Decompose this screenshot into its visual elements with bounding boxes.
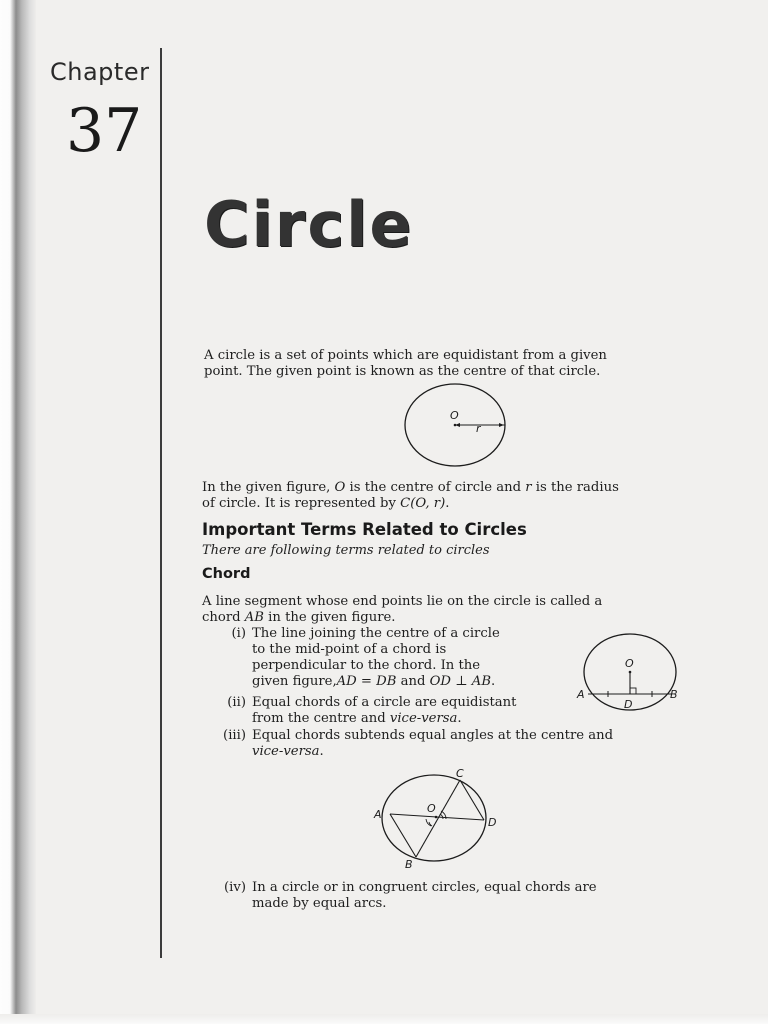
page-bottom-edge (0, 1014, 768, 1024)
chord-item-i (216, 626, 500, 690)
figure3-label-o: O (427, 802, 436, 815)
figure2-label-a: A (577, 688, 585, 701)
figure3-angle-cod-inner (440, 814, 443, 819)
figure3-label-b: B (405, 858, 413, 871)
section-subheading: There are following terms related to circles (202, 543, 490, 558)
figure-equal-chords (368, 766, 508, 870)
chapter-label: Chapter (50, 58, 150, 86)
figure-note-line-2: of circle. It is represented by C(O, r). (202, 496, 450, 511)
item-iii-line-2: vice-versa. (252, 744, 324, 759)
item-number: (ii) (227, 695, 246, 710)
chord-def-line-1: A line segment whose end points lie on the circle is called a (202, 594, 603, 609)
figure-chord-perpendicular (574, 630, 686, 716)
chord-item-iii (210, 728, 613, 760)
intro-paragraph (204, 348, 694, 380)
chapter-number: 37 (66, 96, 143, 166)
figure2-centre-dot (629, 671, 632, 674)
figure3-chord-ab (390, 814, 416, 857)
section-heading: Important Terms Related to Circles (202, 520, 527, 539)
item-number: (iii) (223, 728, 246, 743)
figure1-label-r: r (476, 422, 481, 435)
figure1-arrow-right-icon (499, 423, 504, 427)
figure3-label-a: A (374, 808, 382, 821)
figure3-centre-dot (435, 816, 438, 819)
figure-note-line-1: In the given figure, O is the centre of circle and r is the radius (202, 480, 619, 495)
page-binding-edge (0, 0, 36, 1024)
figure-circle-radius (400, 380, 510, 472)
page-title: Circle (204, 188, 414, 261)
item-i-line-4: given figure,AD = DB and OD ⊥ AB. (252, 674, 496, 689)
item-ii-line-1: Equal chords of a circle are equidistant (252, 695, 517, 710)
item-number: (i) (231, 626, 246, 641)
item-i-line-2: to the mid-point of a chord is (252, 642, 447, 657)
item-iii-line-1: Equal chords subtends equal angles at the centre and (252, 728, 614, 743)
chord-item-ii (216, 695, 516, 727)
figure2-right-angle (630, 688, 636, 694)
figure3-label-d: D (488, 816, 497, 829)
item-iv-line-1: In a circle or in congruent circles, equal chords are (252, 880, 597, 895)
figure2-label-d: D (624, 698, 633, 711)
item-number: (iv) (224, 880, 246, 895)
figure2-label-o: O (625, 657, 634, 670)
item-i-line-1: The line joining the centre of a circle (252, 626, 500, 641)
chord-definition (202, 594, 690, 626)
figure3-chord-cd (460, 780, 484, 820)
figure1-centre-dot (454, 424, 457, 427)
intro-line-1: A circle is a set of points which are equidistant from a given (204, 348, 607, 363)
item-ii-line-2: from the centre and vice-versa. (252, 711, 462, 726)
figure2-label-b: B (670, 688, 678, 701)
item-iv-line-2: made by equal arcs. (252, 896, 387, 911)
chord-def-line-2: chord AB in the given figure. (202, 610, 396, 625)
figure3-circle (382, 775, 486, 861)
chord-heading: Chord (202, 566, 251, 582)
chord-item-iv (212, 880, 597, 912)
figure3-label-c: C (456, 767, 464, 780)
margin-rule (160, 48, 162, 958)
figure1-label-o: O (450, 409, 459, 422)
item-i-line-3: perpendicular to the chord. In the (252, 658, 481, 673)
intro-line-2: point. The given point is known as the centre of that circle. (204, 364, 601, 379)
figure-note-paragraph (202, 480, 692, 512)
